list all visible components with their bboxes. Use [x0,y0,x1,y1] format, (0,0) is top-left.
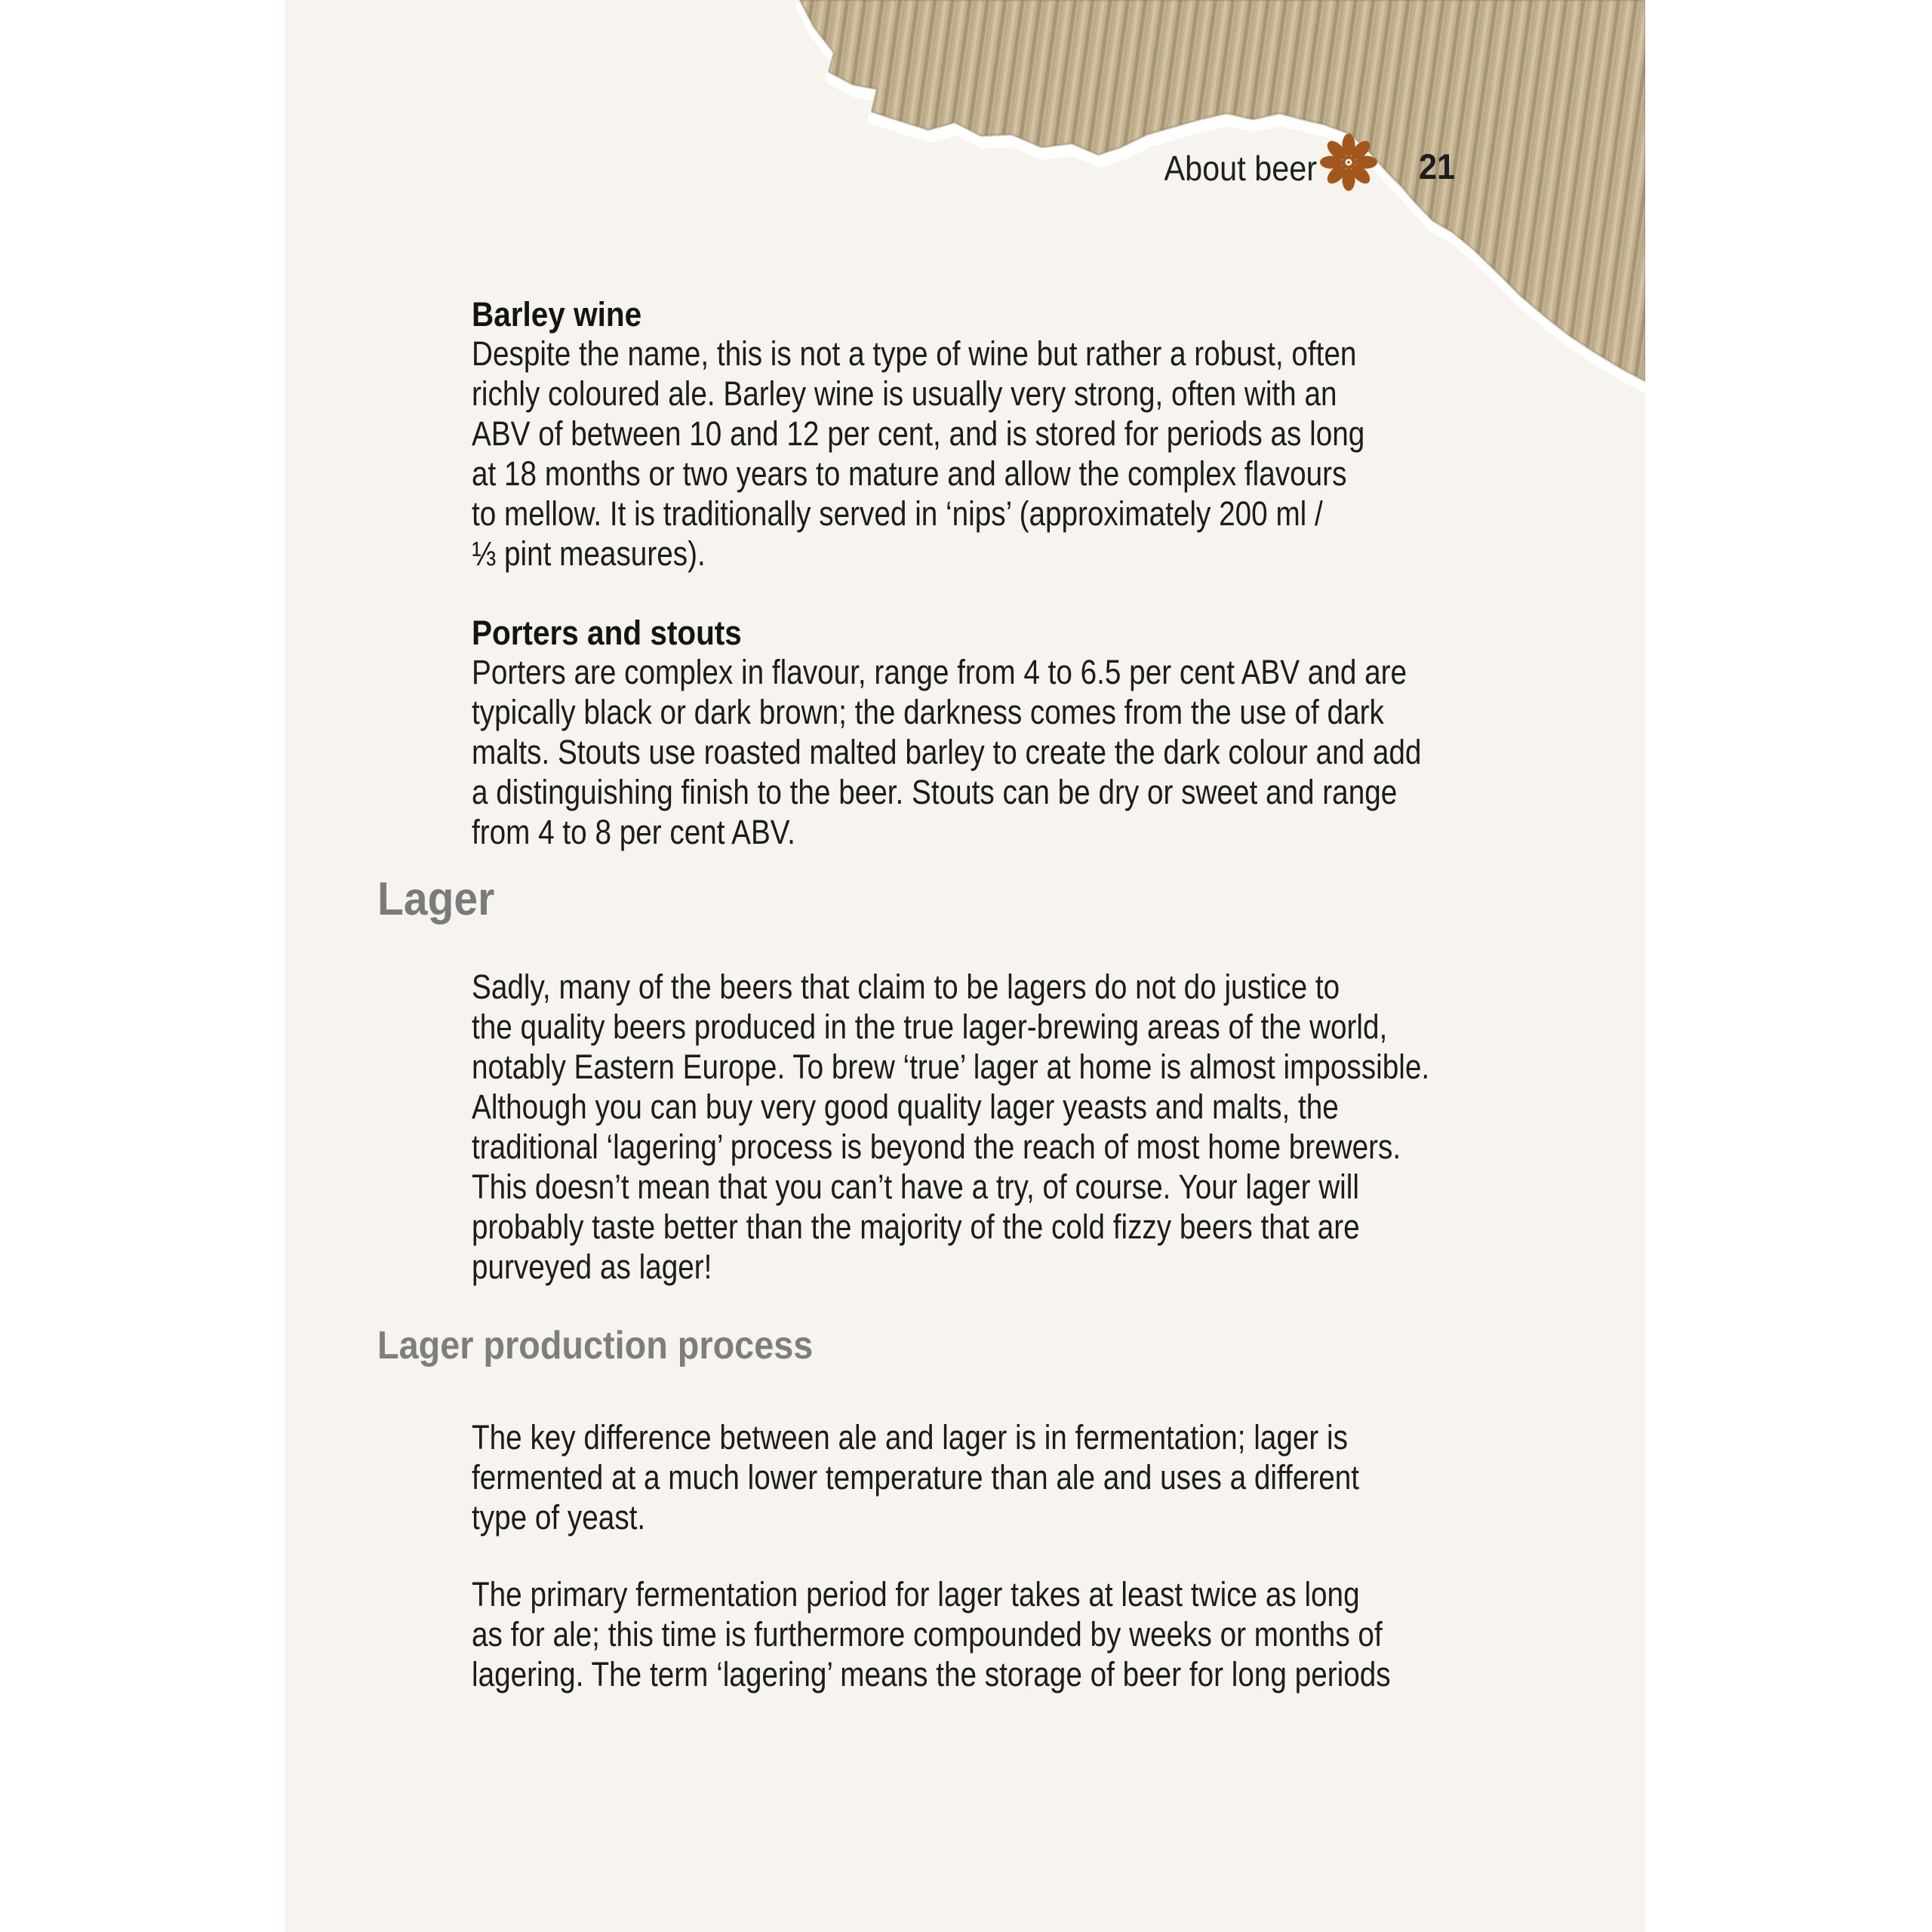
text-line: Porters are complex in flavour, range from 4 to 6.5 per cent ABV and are [472,653,1407,691]
heading-barley-wine: Barley wine [472,295,642,334]
text-line: type of yeast. [472,1498,646,1537]
heading-porters-and-stouts: Porters and stouts [472,614,742,652]
text-line: richly coloured ale. Barley wine is usually very strong, often with an [472,374,1337,413]
text-line: ⅓ pint measures). [472,534,706,573]
text-line: The primary fermentation period for lager takes at least twice as long [472,1575,1360,1614]
page [285,0,1645,1932]
text-line: Despite the name, this is not a type of wine but rather a robust, often [472,334,1357,373]
text-line: probably taste better than the majority of the cold fizzy beers that are [472,1208,1360,1246]
text-line: from 4 to 8 per cent ABV. [472,813,795,851]
text-line: at 18 months or two years to mature and allow the complex flavours [472,454,1347,493]
text-line: a distinguishing finish to the beer. Stouts can be dry or sweet and range [472,773,1398,811]
text-line: notably Eastern Europe. To brew ‘true’ lager at home is almost impossible. [472,1048,1430,1086]
text-line: the quality beers produced in the true lager-brewing areas of the world, [472,1008,1388,1046]
text-line: purveyed as lager! [472,1247,712,1286]
paragraph-porters-and-stouts [472,652,1576,852]
text-line: malts. Stouts use roasted malted barley to create the dark colour and add [472,733,1422,771]
text-line: as for ale; this time is furthermore compounded by weeks or months of [472,1615,1383,1654]
paragraph-barley-wine [472,334,1510,574]
text-line: This doesn’t mean that you can’t have a try, of course. Your lager will [472,1168,1359,1206]
page-number: 21 [1419,146,1456,186]
cardboard-texture [800,0,1645,381]
text-line: traditional ‘lagering’ process is beyond the reach of most home brewers. [472,1128,1401,1166]
text-line: fermented at a much lower temperature than ale and uses a different [472,1458,1360,1497]
text-line: Although you can buy very good quality lager yeasts and malts, the [472,1088,1339,1126]
flower-icon [1317,131,1380,194]
paragraph-lager-production-1 [472,1417,1503,1537]
text-line: The key difference between ale and lager is in fermentation; lager is [472,1418,1348,1457]
paragraph-lager-production-2 [472,1574,1540,1694]
running-header-title: About beer [1164,149,1317,188]
text-line: typically black or dark brown; the darkness comes from the use of dark [472,693,1384,731]
text-line: ABV of between 10 and 12 per cent, and is stored for periods as long [472,414,1365,453]
paragraph-lager [472,967,1586,1287]
heading-lager-production-process: Lager production process [377,1324,814,1367]
text-line: lagering. The term ‘lagering’ means the storage of beer for long periods [472,1655,1391,1694]
text-line: to mellow. It is traditionally served in ‘nips’ (approximately 200 ml / [472,494,1323,533]
text-line: Sadly, many of the beers that claim to be lagers do not do justice to [472,968,1340,1006]
heading-lager: Lager [377,873,495,925]
